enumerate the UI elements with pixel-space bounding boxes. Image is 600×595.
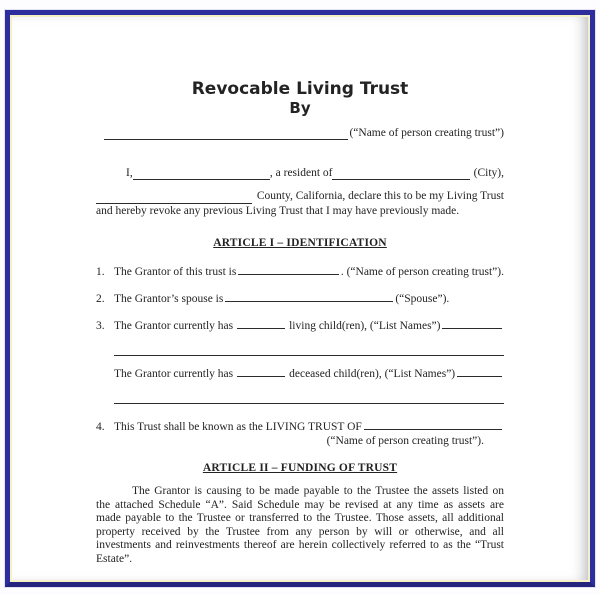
item-2-caption: (“Spouse”).: [395, 293, 450, 305]
document-title: Revocable Living Trust: [191, 79, 409, 99]
item-2-text: The Grantor’s spouse is: [114, 293, 224, 305]
declarant-name-blank: [133, 168, 270, 180]
document-inner-frame: [10, 15, 590, 582]
item-3-names-blank: [442, 317, 502, 329]
item-4-number: 4.: [96, 421, 105, 433]
county-declaration-paragraph: [96, 189, 504, 219]
trust-form-document: [12, 17, 588, 580]
grantor-name-blank: [104, 128, 348, 140]
item-1-blank: [238, 263, 339, 275]
item-3-text: The Grantor currently has: [114, 320, 234, 332]
funding-paragraph: The Grantor is causing to be made payable to the Trustee the assets listed on the attached Schedule “A”. Said Schedule may be revised at any time as assets are made payable to the Trustee or transferred to the Trustee. Those assets, all additional property received by the Trustee from any person by will or otherwise, and all investments and reinvestments thereof are herein collectively referred to as the “Trust Estate”.: [96, 485, 504, 565]
item-1-number: 1.: [96, 266, 105, 278]
item-2: [96, 290, 504, 306]
item-4-text: This Trust shall be known as the LIVING TRUST OF: [114, 421, 362, 433]
deceased-names-blank: [457, 365, 502, 377]
item-1-text: The Grantor of this trust is: [114, 266, 237, 278]
item-1: [96, 263, 504, 279]
trust-name-blank: [364, 418, 502, 430]
article1-heading: ARTICLE I – IDENTIFICATION: [213, 237, 387, 249]
revoke-sentence: and hereby revoke any previous Living Trust that I may have previously made.: [96, 205, 460, 217]
document-by-label: By: [289, 99, 311, 117]
item-3: [96, 317, 504, 333]
resident-label: , a resident of: [269, 167, 333, 179]
deceased-count-blank: [237, 365, 285, 377]
item-3-text2: living child(ren), (“List Names”): [289, 320, 441, 332]
county-sentence: County, California, declare this to be my Living Trust: [256, 190, 504, 202]
deceased-text: The Grantor currently has: [114, 368, 234, 380]
i-label: I,: [126, 167, 133, 179]
item-4-caption: (“Name of person creating trust”).: [326, 435, 484, 447]
grantor-name-caption: (“Name of person creating trust”): [349, 127, 504, 139]
item-2-blank: [225, 290, 393, 302]
grantor-name-line: [96, 126, 504, 140]
deceased-children-row: [114, 365, 504, 381]
document-border-frame: [5, 10, 595, 587]
item-2-number: 2.: [96, 293, 105, 305]
deceased-text2: deceased child(ren), (“List Names”): [289, 368, 456, 380]
county-blank: [96, 192, 252, 204]
item-3-number: 3.: [96, 320, 105, 332]
item-1-caption: . (“Name of person creating trust”).: [340, 266, 504, 278]
names-continuation-line-1: [114, 354, 504, 356]
article2-heading: ARTICLE II – FUNDING OF TRUST: [202, 462, 398, 474]
item-3-count-blank: [237, 317, 285, 329]
item-4: [96, 418, 504, 434]
city-blank: [332, 168, 469, 180]
names-continuation-line-2: [114, 402, 504, 404]
declaration-line: [96, 166, 504, 180]
city-caption: (City),: [473, 167, 505, 179]
